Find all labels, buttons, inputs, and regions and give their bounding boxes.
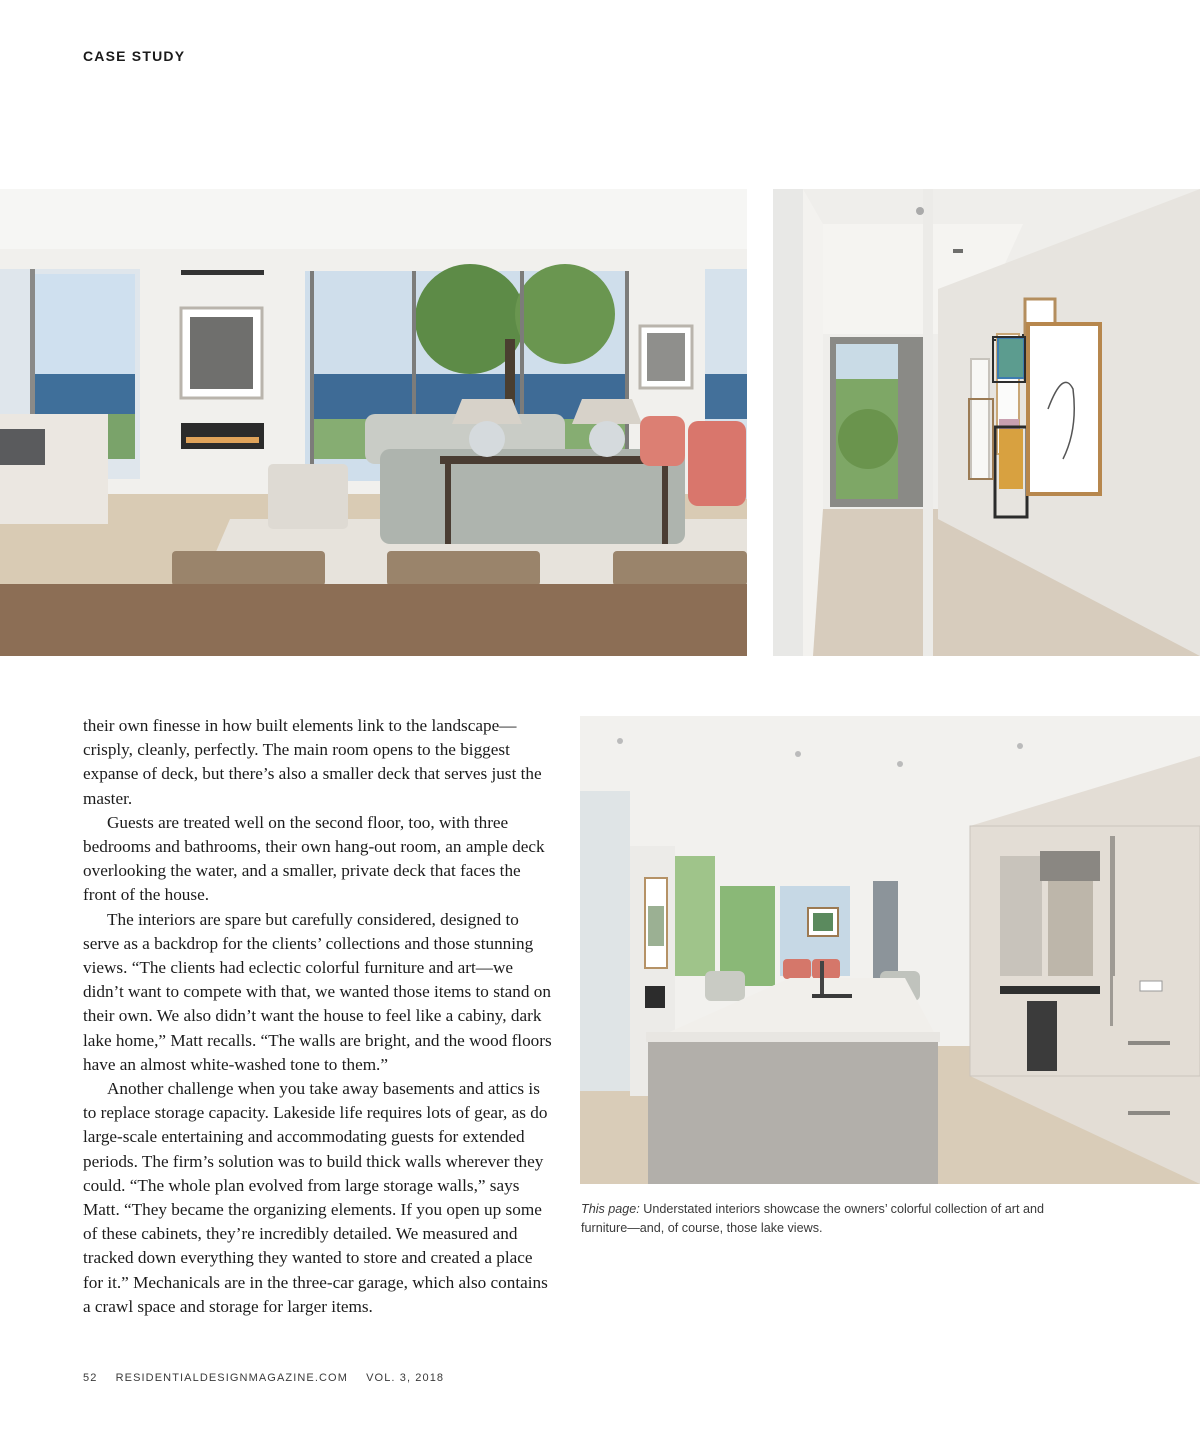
page-number: 52 [83,1372,98,1384]
body-paragraph: Guests are treated well on the second floor, too, with three bedrooms and bathrooms, their own hang-out room, an ample deck overlooking the water, and a smaller, private deck that faces the front of the house. [83,812,545,905]
photo-caption [581,1200,1051,1238]
kitchen-photo [580,716,1200,1184]
living-room-photo [0,189,747,656]
magazine-website: RESIDENTIALDESIGNMAGAZINE.COM [115,1372,348,1384]
caption-lead: This page: [581,1202,640,1216]
body-paragraph: their own finesse in how built elements link to the landscape—crisply, cleanly, perfectly. The main room opens to the biggest expanse of deck, but there’s also a smaller deck that serves just the master. [83,716,542,808]
issue-label: VOL. 3, 2018 [366,1372,445,1384]
body-paragraph: Another challenge when you take away basements and attics is to replace storage capacity. Lakeside life requires lots of gear, as do large-scale entertaining and accommodating guests for extended periods. The firm’s solution was to build thick walls wherever they could. “The whole plan evolved from large storage walls,” says Matt. “They became the organizing elements. If you open up some of these cabinets, they’re incredibly detailed. We measured and tracked down everything they wanted to store and created a place for it.” Mechanicals are in the three-car garage, which also contains a crawl space and storage for larger items. [83,1079,548,1316]
article-body [83,714,553,1319]
page-footer [83,1372,458,1384]
hallway-photo [773,189,1200,656]
caption-text: Understated interiors showcase the owners’ colorful collection of art and furniture—and, of course, those lake views. [581,1202,1044,1235]
section-label: CASE STUDY [83,48,186,64]
body-paragraph: The interiors are spare but carefully considered, designed to serve as a backdrop for the clients’ collections and those stunning views. “The clients had eclectic colorful furniture and art—we didn’t want to compete with that, we wanted those items to stand on their own. We also didn’t want the house to feel like a cabiny, dark lake home,” Matt recalls. “The walls are bright, and the wood floors have an almost white-washed tone to them.” [83,909,552,1074]
